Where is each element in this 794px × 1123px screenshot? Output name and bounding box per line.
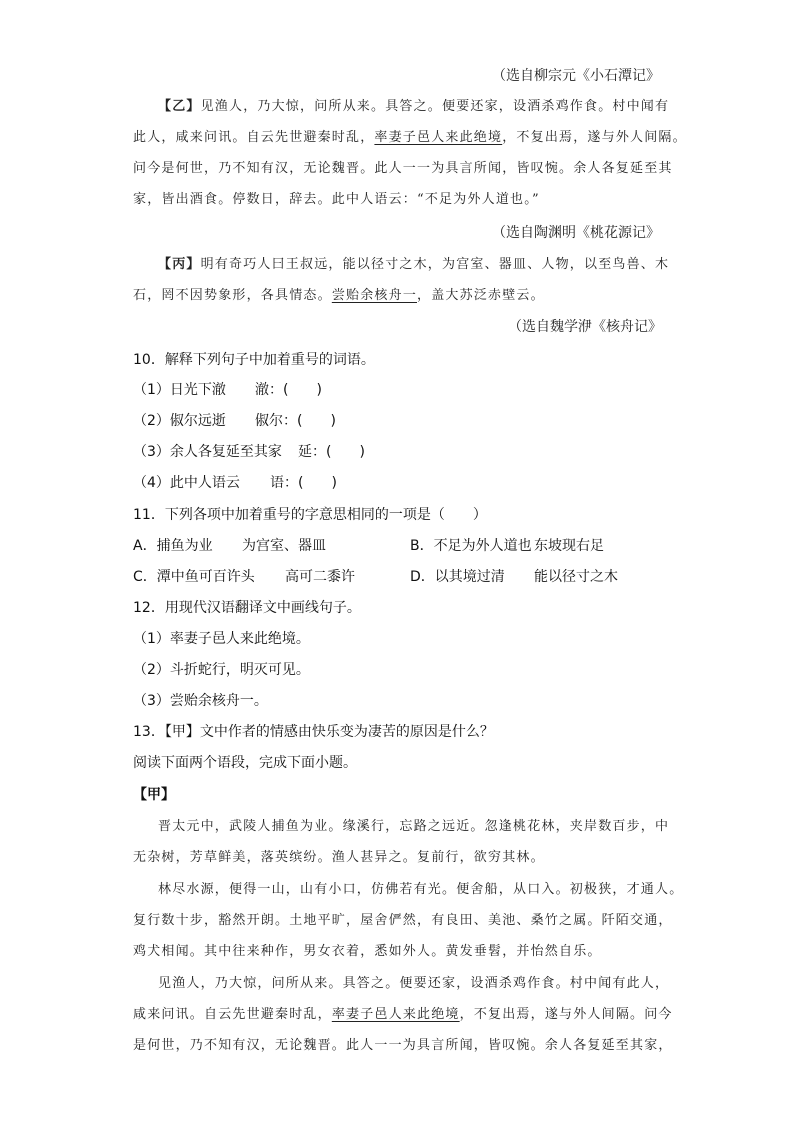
question-12-stem: 12．用现代汉语翻译文中画线句子。 xyxy=(133,600,361,616)
source-taohuayuan: （选自陶渊明《桃花源记》 xyxy=(492,225,660,241)
passage-jia-line: 鸡犬相闻。其中往来种作，男女衣着，悉如外人。黄发垂髫，并怡然自乐。 xyxy=(133,944,602,959)
passage-yi-label: 【乙】 xyxy=(158,99,201,114)
reading-instruction: 阅读下面两个语段，完成下面小题。 xyxy=(133,755,357,771)
passage-jia-line: 晋太元中，武陵人捕鱼为业。缘溪行，忘路之远近。忽逢桃花林，夹岸数百步，中 xyxy=(158,819,670,834)
passage-bing-line-1: 【丙】明有奇巧人曰王叔远，能以径寸之木，为宫室、器皿、人物，以至鸟兽、木 xyxy=(158,257,670,272)
underlined-sentence-1: 率妻子邑人来此绝境 xyxy=(374,130,503,145)
passage-yi-line-1: 【乙】见渔人，乃大惊，问所从来。具答之。便要还家，设酒杀鸡作食。村中闻有 xyxy=(158,99,670,114)
passage-jia-line: 复行数十步，豁然开朗。土地平旷，屋舍俨然，有良田、美池、桑竹之属。阡陌交通， xyxy=(133,913,673,928)
answer-blank-3: 延：( ) xyxy=(298,444,365,460)
answer-blank-4: 语：( ) xyxy=(270,475,337,491)
passage-jia-line: 无杂树，芳草鲜美，落英缤纷。渔人甚异之。复前行，欲穷其林。 xyxy=(133,850,545,865)
question-11-stem: 11．下列各项中加着重号的字意思相同的一项是（ ） xyxy=(133,507,487,523)
option-b-pair: 东坡现右足 xyxy=(534,538,604,554)
question-10-item: （3）余人各复延至其家 xyxy=(133,444,282,460)
passage-jia-line: 是何世，乃不知有汉，无论魏晋。此人一一为具言所闻，皆叹惋。余人各复延至其家， xyxy=(133,1038,673,1053)
option-a-pair: 为宫室、器皿 xyxy=(242,538,326,554)
passage-yi-line-4: 家，皆出酒食。停数日，辞去。此中人语云：“不足为外人道也。” xyxy=(133,192,540,207)
question-12-item: （3）尝贻余核舟一。 xyxy=(133,693,268,709)
passage-jia-line: 见渔人，乃大惊，问所从来。具答之。便要还家，设酒杀鸡作食。村中闻有此人， xyxy=(158,976,670,991)
passage-yi-line-3: 问今是何世，乃不知有汉，无论魏晋。此人一一为具言所闻，皆叹惋。余人各复延至其 xyxy=(133,161,673,176)
option-d-pair: 能以径寸之木 xyxy=(534,569,618,585)
source-xiaoshitan: （选自柳宗元《小石潭记》 xyxy=(492,68,660,84)
option-a: A．捕鱼为业 xyxy=(133,538,213,554)
passage-bing-label: 【丙】 xyxy=(158,257,201,272)
question-12-item: （2）斗折蛇行，明灭可见。 xyxy=(133,662,310,678)
passage-jia-line: 咸来问讯。自云先世避秦时乱，率妻子邑人来此绝境，不复出焉，遂与外人间隔。问今 xyxy=(133,1007,673,1022)
question-10-item: （2）俶尔远逝 xyxy=(133,413,226,429)
question-12-item: （1）率妻子邑人来此绝境。 xyxy=(133,631,310,647)
passage-bing-line-2: 石，罔不因势象形，各具情态。尝贻余核舟一，盖大苏泛赤壁云。 xyxy=(133,288,545,303)
passage-jia-line: 林尽水源，便得一山，山有小口，仿佛若有光。便舍船，从口入。初极狭，才通人。 xyxy=(158,882,684,897)
question-10-item: （4）此中人语云 xyxy=(133,475,240,491)
passage-yi-line-2: 此人，咸来问讯。自云先世避秦时乱，率妻子邑人来此绝境，不复出焉，遂与外人间隔。 xyxy=(133,130,687,145)
answer-blank-2: 俶尔：( ) xyxy=(255,413,336,429)
option-c: C．潭中鱼可百许头 xyxy=(133,569,255,585)
underlined-sentence-1: 率妻子邑人来此绝境 xyxy=(331,1007,460,1022)
question-13-stem: 13．【甲】文中作者的情感由快乐变为凄苦的原因是什么？ xyxy=(133,724,494,740)
source-hezhouji: （选自魏学洢《核舟记》 xyxy=(508,319,662,335)
question-10-item: （1）日光下澈 xyxy=(133,382,226,398)
underlined-sentence-3: 尝贻余核舟一 xyxy=(331,288,418,303)
option-c-pair: 高可二黍许 xyxy=(285,569,355,585)
question-10-stem: 10．解释下列句子中加着重号的词语。 xyxy=(133,352,375,368)
option-b: B．不足为外人道也 xyxy=(410,538,532,554)
option-d: D．以其境过清 xyxy=(410,569,505,585)
answer-blank-1: 澈：( ) xyxy=(255,382,322,398)
passage-jia-label: 【甲】 xyxy=(133,787,175,803)
